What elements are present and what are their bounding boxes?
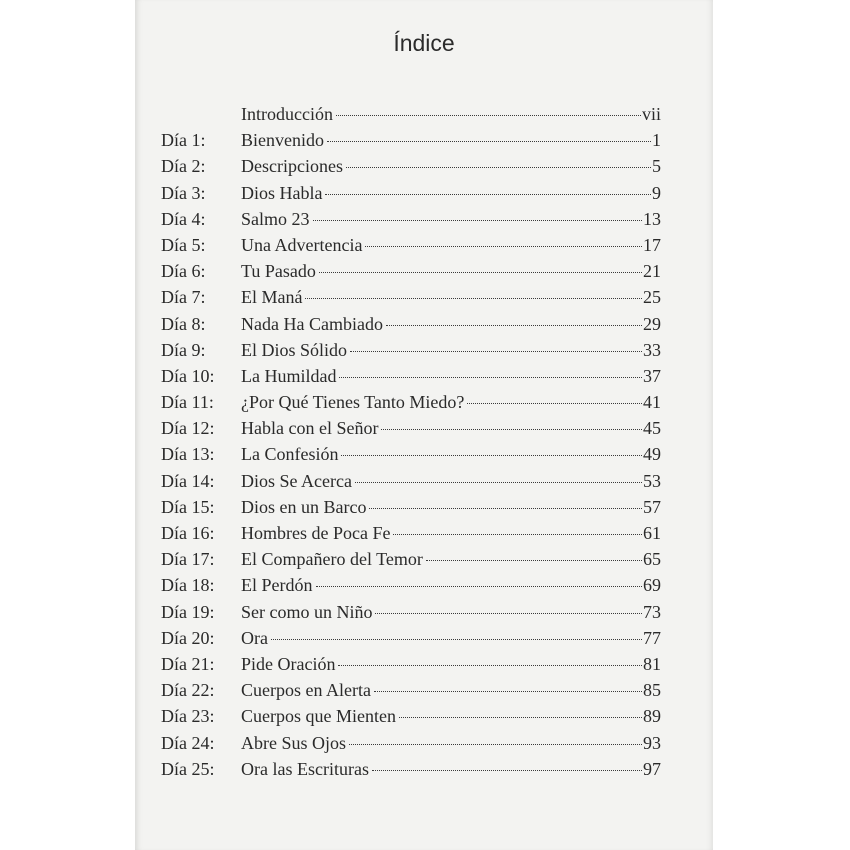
toc-entry-title: Bienvenido (241, 130, 324, 151)
toc-entry-body (241, 235, 661, 256)
dot-leader (325, 194, 651, 195)
dot-leader (305, 298, 642, 299)
toc-day-label: Día 6: (161, 261, 206, 282)
toc-page-number: 89 (643, 706, 661, 727)
toc-entry-body (241, 680, 661, 701)
toc-day-label: Día 8: (161, 313, 206, 334)
toc-day-label: Día 2: (161, 156, 206, 177)
toc-entry-title: Dios Se Acerca (241, 470, 352, 491)
toc-entry-body (241, 209, 661, 230)
dot-leader (346, 167, 651, 168)
toc-page-number: 61 (643, 523, 661, 543)
dot-leader (426, 560, 642, 561)
toc-day-label: Día 1: (161, 130, 206, 151)
toc-entry-body (241, 366, 661, 387)
dot-leader (375, 613, 642, 614)
toc-day-label: Día 10: (161, 365, 215, 386)
toc-day-label: Día 25: (161, 758, 215, 779)
dot-leader (386, 325, 642, 326)
toc-page-number: 49 (643, 444, 661, 465)
toc-entry-title: Una Advertencia (241, 234, 363, 255)
toc-page-number: 57 (643, 496, 661, 517)
toc-entry-title: El Perdón (241, 575, 313, 596)
toc-page-number: 93 (643, 732, 661, 753)
dot-leader (271, 639, 642, 640)
toc-entry (161, 654, 661, 680)
toc-day-label: Día 20: (161, 627, 215, 648)
page-title: Índice (393, 30, 455, 56)
toc-day-label: Día 11: (161, 392, 214, 413)
toc-entry (161, 471, 661, 497)
toc-entry-body (241, 575, 661, 596)
toc-page-number: 37 (643, 365, 661, 386)
toc-page-number: 17 (643, 234, 661, 255)
dot-leader (339, 377, 642, 378)
toc-entry-title: Ora las Escrituras (241, 758, 369, 779)
toc-day-label: Día 24: (161, 732, 215, 753)
toc-entry-body (241, 156, 661, 177)
toc-day-label: Día 15: (161, 496, 215, 517)
toc-entry (161, 287, 661, 313)
toc-entry (161, 156, 661, 182)
toc-day-label: Día 3: (161, 182, 206, 203)
dot-leader (319, 272, 642, 273)
toc-entry (161, 418, 661, 444)
toc-entry-body (241, 654, 661, 675)
dot-leader (336, 115, 641, 116)
toc-entry-body (241, 130, 661, 151)
dot-leader (365, 246, 642, 247)
toc-page-number: 29 (643, 313, 661, 334)
toc-day-label: Día 18: (161, 575, 215, 596)
toc-entry-title: Dios Habla (241, 182, 323, 203)
toc-day-label: Día 22: (161, 680, 215, 701)
toc-entry (161, 549, 661, 575)
toc-day-label: Día 12: (161, 418, 215, 439)
toc-entry-title: La Confesión (241, 444, 339, 465)
table-of-contents (161, 104, 661, 785)
toc-page-number: 41 (643, 392, 661, 413)
toc-entry-title: Introducción (241, 104, 333, 124)
toc-entry-title: Dios en un Barco (241, 496, 367, 517)
toc-entry (161, 497, 661, 523)
toc-entry-title: Tu Pasado (241, 261, 316, 282)
toc-entry-body (241, 287, 661, 308)
dot-leader (393, 534, 642, 535)
toc-day-label: Día 13: (161, 444, 215, 465)
toc-entry-body (241, 104, 661, 125)
toc-entry (161, 523, 661, 549)
toc-entry-title: Ser como un Niño (241, 601, 373, 622)
toc-entry-body (241, 340, 661, 361)
toc-entry-body (241, 706, 661, 727)
toc-entry-body (241, 549, 661, 570)
toc-page-number: 85 (643, 680, 661, 701)
toc-entry (161, 209, 661, 235)
toc-day-label: Día 5: (161, 234, 206, 255)
toc-page-number: 53 (643, 470, 661, 491)
toc-entry (161, 575, 661, 601)
toc-entry-title: Habla con el Señor (241, 418, 379, 439)
toc-page-number: 1 (652, 130, 661, 151)
dot-leader (316, 586, 643, 587)
toc-entry-body (241, 261, 661, 282)
toc-entry (161, 104, 661, 130)
toc-entry-title: Abre Sus Ojos (241, 732, 347, 753)
toc-entry-body (241, 733, 661, 754)
toc-page-number: vii (641, 104, 661, 124)
toc-page-number: 69 (643, 575, 661, 596)
dot-leader (381, 429, 642, 430)
toc-entry-title: ¿Por Qué Tienes Tanto Miedo? (241, 392, 465, 413)
toc-entry-title: Nada Ha Cambiado (241, 313, 383, 334)
toc-entry (161, 340, 661, 366)
toc-page-number: 21 (643, 261, 661, 282)
toc-entry-title: Salmo 23 (241, 208, 310, 229)
toc-entry-title: El Dios Sólido (241, 339, 348, 360)
dot-leader (338, 665, 642, 666)
dot-leader (355, 482, 642, 483)
toc-page-number: 97 (643, 758, 661, 779)
toc-entry-title: Hombres de Poca Fe (241, 523, 391, 543)
dot-leader (327, 141, 651, 142)
toc-entry-title: Cuerpos que Mienten (241, 706, 396, 727)
toc-day-label: Día 23: (161, 706, 215, 727)
toc-entry (161, 235, 661, 261)
toc-day-label: Día 17: (161, 549, 215, 570)
toc-day-label: Día 7: (161, 287, 206, 308)
toc-entry (161, 261, 661, 287)
toc-page-number: 5 (652, 156, 661, 177)
toc-entry-title: Pide Oración (241, 653, 336, 674)
dot-leader (350, 351, 642, 352)
toc-entry-body (241, 523, 661, 544)
toc-day-label: Día 19: (161, 601, 215, 622)
toc-entry-title: Descripciones (241, 156, 343, 177)
toc-day-label: Día 21: (161, 653, 215, 674)
toc-entry (161, 366, 661, 392)
dot-leader (369, 508, 642, 509)
toc-entry-title: La Humildad (241, 365, 337, 386)
toc-entry-body (241, 392, 661, 413)
toc-entry (161, 733, 661, 759)
toc-entry-title: Cuerpos en Alerta (241, 680, 371, 701)
toc-entry (161, 628, 661, 654)
toc-entry-body (241, 471, 661, 492)
dot-leader (341, 455, 642, 456)
toc-page-number: 73 (643, 601, 661, 622)
toc-entry-title: El Compañero del Temor (241, 549, 423, 570)
toc-entry-body (241, 314, 661, 335)
toc-entry-body (241, 444, 661, 465)
toc-page-number: 81 (643, 653, 661, 674)
toc-entry (161, 602, 661, 628)
toc-entry-body (241, 497, 661, 518)
dot-leader (349, 744, 642, 745)
toc-entry-title: El Maná (241, 287, 303, 308)
toc-entry-title: Ora (241, 627, 268, 648)
toc-day-label: Día 9: (161, 339, 206, 360)
toc-entry (161, 444, 661, 470)
dot-leader (372, 770, 642, 771)
toc-entry-body (241, 418, 661, 439)
dot-leader (313, 220, 642, 221)
toc-entry (161, 130, 661, 156)
toc-day-label: Día 16: (161, 523, 215, 543)
toc-entry-body (241, 759, 661, 780)
dot-leader (374, 691, 642, 692)
toc-entry (161, 706, 661, 732)
toc-page-number: 45 (643, 418, 661, 439)
toc-entry (161, 392, 661, 418)
toc-entry (161, 680, 661, 706)
toc-entry (161, 314, 661, 340)
toc-entry-body (241, 183, 661, 204)
toc-entry (161, 183, 661, 209)
dot-leader (399, 717, 642, 718)
toc-page-number: 77 (643, 627, 661, 648)
toc-entry-body (241, 628, 661, 649)
toc-entry (161, 759, 661, 785)
toc-day-label: Día 4: (161, 208, 206, 229)
toc-page-number: 65 (643, 549, 661, 570)
book-page (135, 0, 713, 850)
toc-entry-body (241, 602, 661, 623)
toc-page-number: 9 (652, 182, 661, 203)
toc-page-number: 33 (643, 339, 661, 360)
toc-day-label: Día 14: (161, 470, 215, 491)
toc-page-number: 25 (643, 287, 661, 308)
dot-leader (467, 403, 642, 404)
toc-page-number: 13 (643, 208, 661, 229)
